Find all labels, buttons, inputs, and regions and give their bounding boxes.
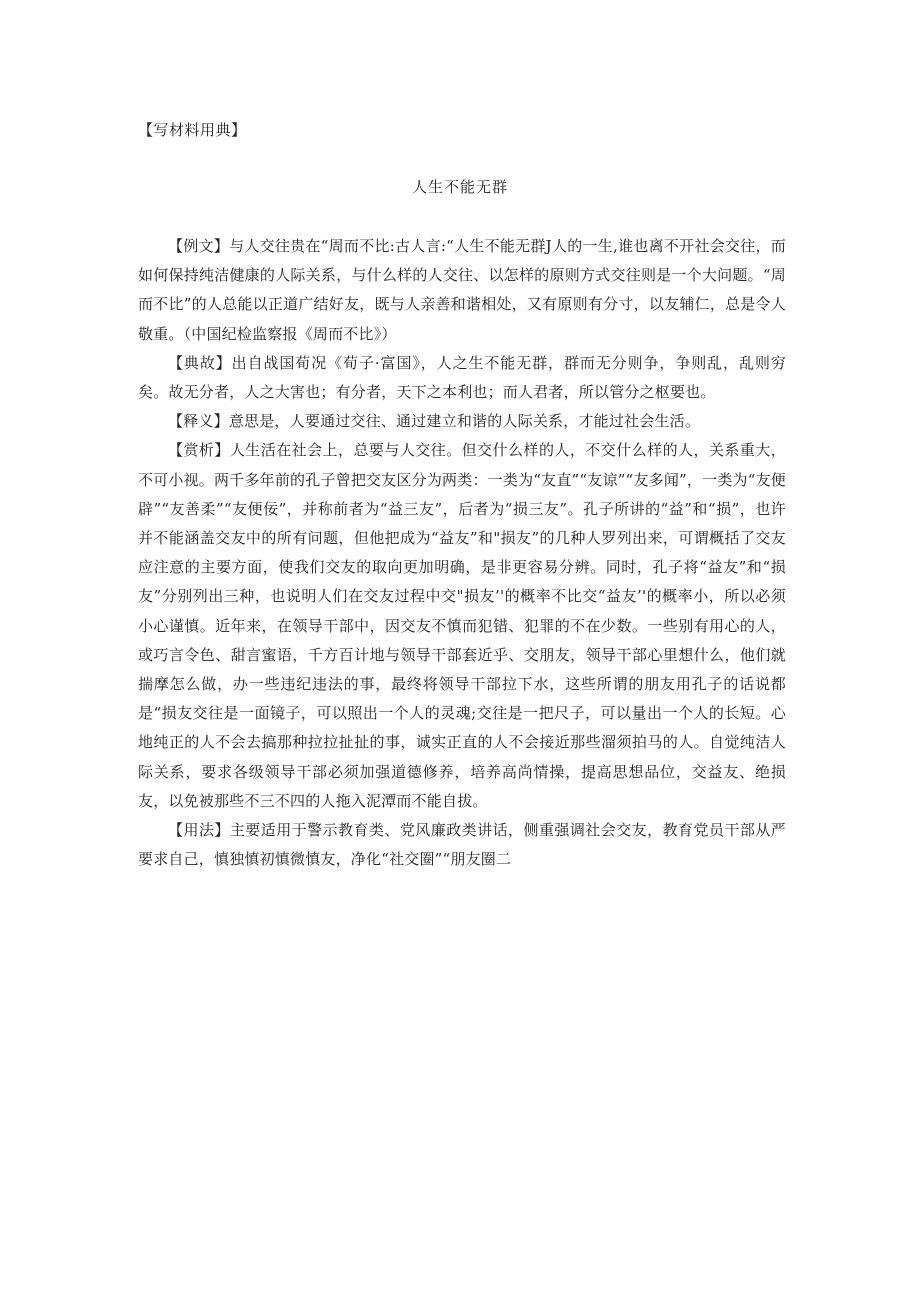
article-body — [138, 232, 786, 874]
paragraph-tag: 【用法】 — [168, 821, 230, 840]
article-title: 人生不能无群 — [411, 178, 508, 196]
paragraph-tag: 【释义】 — [168, 412, 229, 431]
paragraph-usage — [138, 816, 786, 874]
paragraph-tag: 【例文】 — [168, 237, 230, 255]
paragraph-tag: 【典故】 — [168, 353, 232, 372]
paragraph-allusion — [138, 349, 786, 407]
paragraph-text: 出自战国荀况《荀子·富国》，人之生不能无群，群而无分则争，争则乱，乱则穷矣。故无分者，人之大害也；有分者，天下之本利也；而人君者，所以管分之枢要也。 — [138, 353, 786, 402]
paragraph-example — [138, 232, 786, 349]
paragraph-text: 人生活在社会上，总要与人交往。但交什么样的人，不交什么样的人，关系重大，不可小视。两千多年前的孔子曾把交友区分为两类：一类为“友直”“友谅”“友多闻”，一类为“友便辟”“友善柔”“友便佞”，并称前者为“益三友”，后者为“损三友”。孔子所讲的“益”和“损”，也许并不能涵盖交友中的所有问题，但他把成为“益友”和"损友”的几种人罗列出来，可谓概括了交友应注意的主要方面，使我们交友的取向更加明确，是非更容易分辨。同时，孔子将“益友”和“损友”分别列出三种，也说明人们在交友过程中交"损友’'的概率不比交“益友’'的概率小，所以必须小心谨慎。近年来，在领导干部中，因交友不慎而犯错、犯罪的不在少数。一些别有用心的人，或巧言令色、甜言蜜语，千方百计地与领导干部套近乎、交朋友，领导干部心里想什么，他们就揣摩怎么做，办一些违纪违法的事，最终将领导干部拉下水，这些所谓的朋友用孔子的话说都是“损友交往是一面镜子，可以照出一个人的灵魂;交往是一把尺子，可以量出一个人的长短。心地纯正的人不会去搞那种拉拉扯扯的事，诚实正直的人不会接近那些溜须拍马的人。自觉纯洁人际关系，要求各级领导干部必须加强道德修养，培养高尚情操，提高思想品位，交益友、绝损友，以免被那些不三不四的人拖入泥潭而不能自拔。 — [138, 441, 786, 810]
paragraph-appreciation — [138, 436, 786, 816]
paragraph-meaning — [138, 407, 786, 436]
paragraph-text: 与人交往贵在“周而不比:古人言:“人生不能无群J人的一生,谁也离不开社会交往，而如何保持纯洁健康的人际关系，与什么样的人交往、以怎样的原则方式交往则是一个大问题。“周而不比”的人总能以正道广结好友，既与人亲善和谐相处，又有原则有分寸，以友辅仁，总是令人敬重。（中国纪检监察报《周而不比》） — [138, 237, 786, 343]
paragraph-tag: 【赏析】 — [168, 441, 230, 460]
section-header-tag: 【写材料用典】 — [138, 121, 247, 139]
paragraph-text: 主要适用于警示教育类、党风廉政类讲话，侧重强调社会交友，教育党员干部从严要求自己，慎独慎初慎微慎友，净化“社交圈”“朋友圈二 — [138, 821, 786, 869]
paragraph-text: 意思是，人要通过交往、通过建立和谐的人际关系，才能过社会生活。 — [228, 412, 701, 431]
